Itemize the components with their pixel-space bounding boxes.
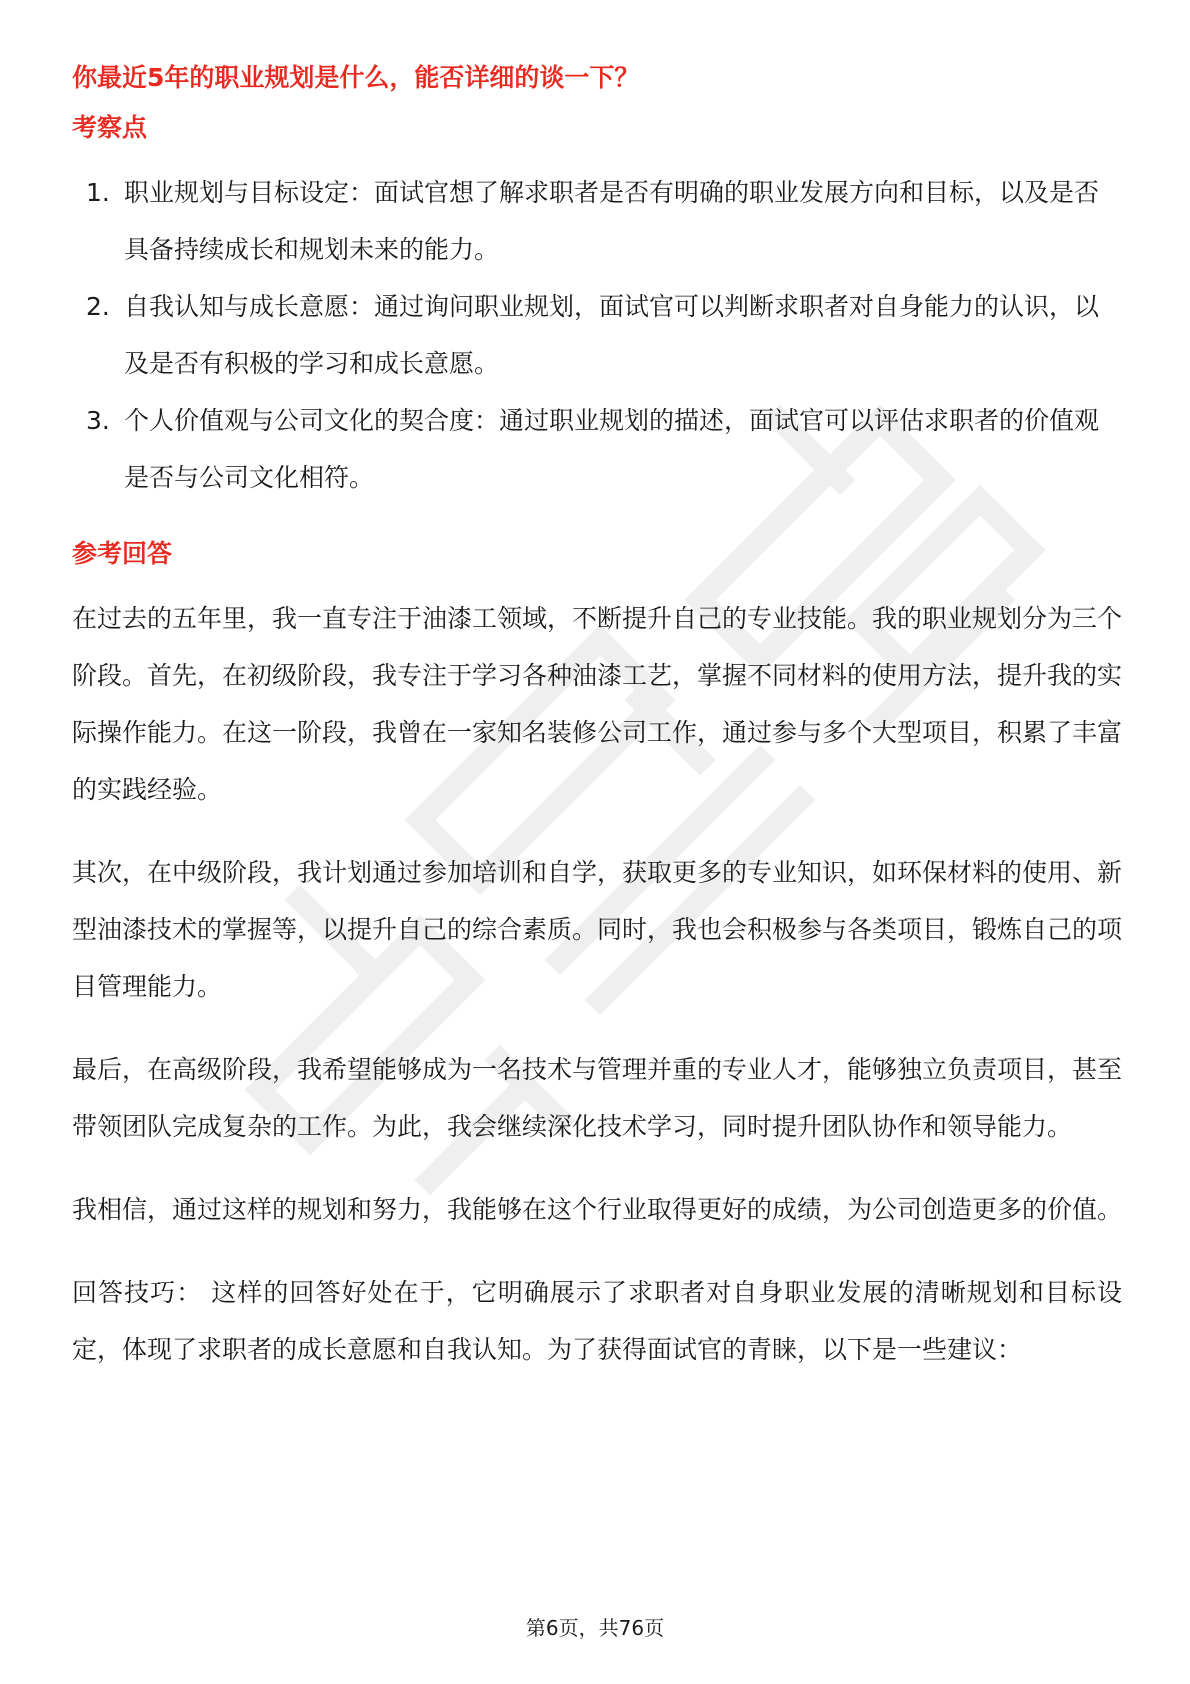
answer-paragraph: 在过去的五年里，我一直专注于油漆工领域，不断提升自己的专业技能。我的职业规划分为三个阶段。首先，在初级阶段，我专注于学习各种油漆工艺，掌握不同材料的使用方法，提升我的实际操作能力。在这一阶段，我曾在一家知名装修公司工作，通过参与多个大型项目，积累了丰富的实践经验。	[72, 604, 1123, 804]
list-text: 职业规划与目标设定：面试官想了解求职者是否有明确的职业发展方向和目标，以及是否具备持续成长和规划未来的能力。	[124, 178, 1100, 264]
list-number: 1.	[86, 178, 110, 207]
question-heading: 你最近5年的职业规划是什么，能否详细的谈一下？	[72, 63, 640, 92]
list-number: 3.	[86, 406, 110, 435]
list-text: 自我认知与成长意愿：通过询问职业规划，面试官可以判断求职者对自身能力的认识，以及是否有积极的学习和成长意愿。	[124, 292, 1100, 378]
page-footer: 第6页，共76页	[525, 1616, 665, 1640]
list-item	[72, 278, 1122, 392]
list-item	[72, 164, 1122, 278]
reference-answer-title: 参考回答	[72, 539, 173, 568]
answer-paragraph: 其次，在中级阶段，我计划通过参加培训和自学，获取更多的专业知识，如环保材料的使用、新型油漆技术的掌握等，以提升自己的综合素质。同时，我也会积极参与各类项目，锻炼自己的项目管理能力。	[72, 858, 1123, 1001]
document-content	[72, 60, 1122, 1404]
list-item	[72, 392, 1122, 506]
exam-points-title: 考察点	[72, 113, 148, 142]
answer-paragraph: 最后，在高级阶段，我希望能够成为一名技术与管理并重的专业人才，能够独立负责项目，甚至带领团队完成复杂的工作。为此，我会继续深化技术学习，同时提升团队协作和领导能力。	[72, 1055, 1123, 1141]
answer-paragraph: 我相信，通过这样的规划和努力，我能够在这个行业取得更好的成绩，为公司创造更多的价值。	[72, 1195, 1123, 1224]
list-number: 2.	[86, 292, 110, 321]
list-text: 个人价值观与公司文化的契合度：通过职业规划的描述，面试官可以评估求职者的价值观是否与公司文化相符。	[124, 406, 1100, 492]
exam-points-list	[72, 164, 1122, 506]
answer-tips-paragraph: 回答技巧： 这样的回答好处在于，它明确展示了求职者对自身职业发展的清晰规划和目标设定，体现了求职者的成长意愿和自我认知。为了获得面试官的青睐，以下是一些建议：	[72, 1278, 1122, 1364]
